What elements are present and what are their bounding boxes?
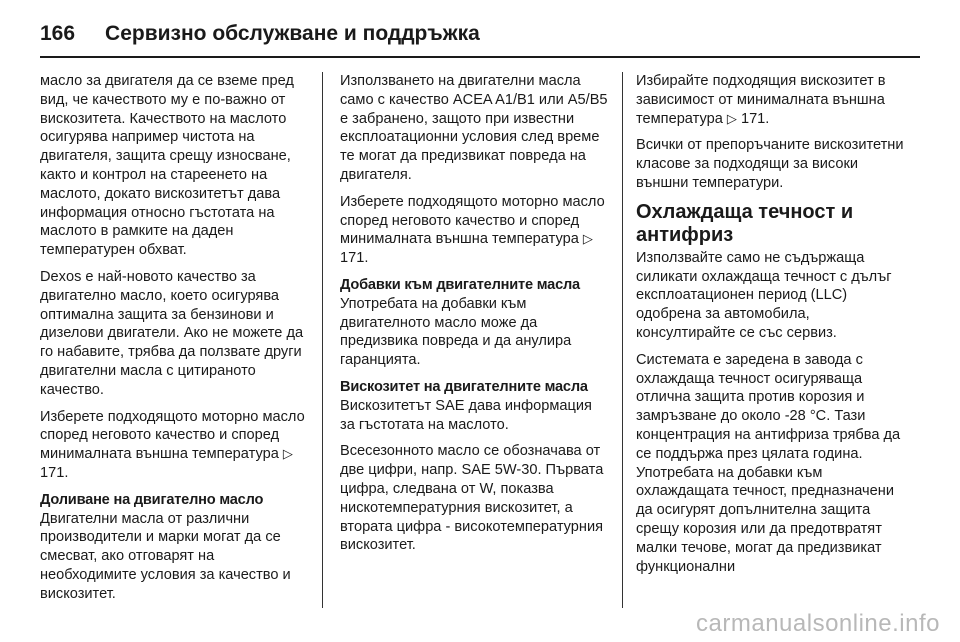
column-divider-2 [622, 72, 623, 608]
page-ref[interactable]: 171. [40, 464, 69, 481]
section-heading-large: Охлаждаща течност и антифриз [636, 200, 854, 246]
section-heading: Добавки към двигателните масла [340, 276, 580, 293]
page-ref-arrow-icon: ▷ [726, 110, 737, 126]
paragraph: Dexos е най-новото качество за двигателно масло, което осигурява оптимална защита за бензинови и дизелови двигатели. Ако не можете да го набавите, трябва да ползвате други двигателни масла с цитираното качество. [40, 268, 304, 398]
paragraph: Вискозитетът SAE дава информация за гъстотата на маслото. [340, 397, 592, 433]
paragraph: Използвайте само не съдържаща силикати охлаждаща течност с дълъг експлоатационен период (LLC) одобрена за автомобила, консултирайте се със сервиз. [636, 249, 892, 341]
page-title: Сервизно обслужване и поддръжка [105, 22, 480, 45]
paragraph: Използването на двигателни масла само с качество ACEA A1/B1 или A5/B5 е забранено, защото при известни експлоатационни условия след време те могат да предизвикат повреда на двигателя. [340, 73, 608, 183]
paragraph: Избирайте подходящия вискозитет в зависимост от минималната външна температура ▷ 171. [636, 73, 886, 127]
paragraph: Всесезонното масло се обозначава от две цифри, напр. SAE 5W-30. Първата цифра, следвана от W, показва нискотемпературния вискозитет, а втората цифра - високотемпературния вискозитет. [340, 443, 604, 554]
section-heading: Доливане на двигателно масло [40, 491, 264, 508]
paragraph: Употребата на добавки към двигателното масло може да предизвика повреда и да анулира гаранцията. [340, 295, 572, 369]
watermark: carmanualsonline.info [696, 610, 940, 637]
section-heading: Вискозитет на двигателните масла [340, 378, 588, 395]
header-divider [40, 56, 920, 58]
column-3 [636, 72, 904, 584]
paragraph: Изберете подходящото моторно масло според неговото качество и според минималната външна температура ▷ 171. [40, 408, 305, 481]
column-2 [340, 72, 608, 563]
paragraph: Двигателни масла от различни производители и марки могат да се смесват, ако отговарят на необходимите условия за качество и вискозитет. [40, 510, 291, 602]
page-number: 166 [40, 22, 76, 45]
column-divider-1 [322, 72, 323, 608]
paragraph: Всички от препоръчаните вискозитетни класове за подходящи за високи външни температури. [636, 137, 904, 191]
page-header [40, 14, 920, 54]
page-ref[interactable]: 171. [340, 250, 369, 267]
paragraph: Системата е заредена в завода с охлаждаща течност осигуряваща отлична защита против корозия и замръзване до около -28 °C. Тази концентрация на антифриза трябва да се поддържа през цялата година. Употребата на добавки към охлаждащата течност, предназначени да осигурят допълнителна защита срещу корозия или да предотвратят малки течове, могат да предизвикат функционални [636, 351, 901, 575]
paragraph: масло за двигателя да се вземе пред вид, че качеството му е по-важно от вискозитета. Качеството на маслото осигурява например чистота на двигателя, защита срещу износване, както и контрол на стареенето на маслото, докато вискозитетът дава информация относно гъстотата на маслото в рамките на даден температурен обхват. [40, 73, 294, 259]
page-ref-arrow-icon: ▷ [282, 446, 293, 462]
column-1 [40, 72, 308, 612]
page-ref[interactable]: 171. [740, 110, 770, 127]
paragraph: Изберете подходящото моторно масло според неговото качество и според минималната външна температура ▷ 171. [340, 193, 605, 267]
page-ref-arrow-icon: ▷ [582, 231, 593, 247]
